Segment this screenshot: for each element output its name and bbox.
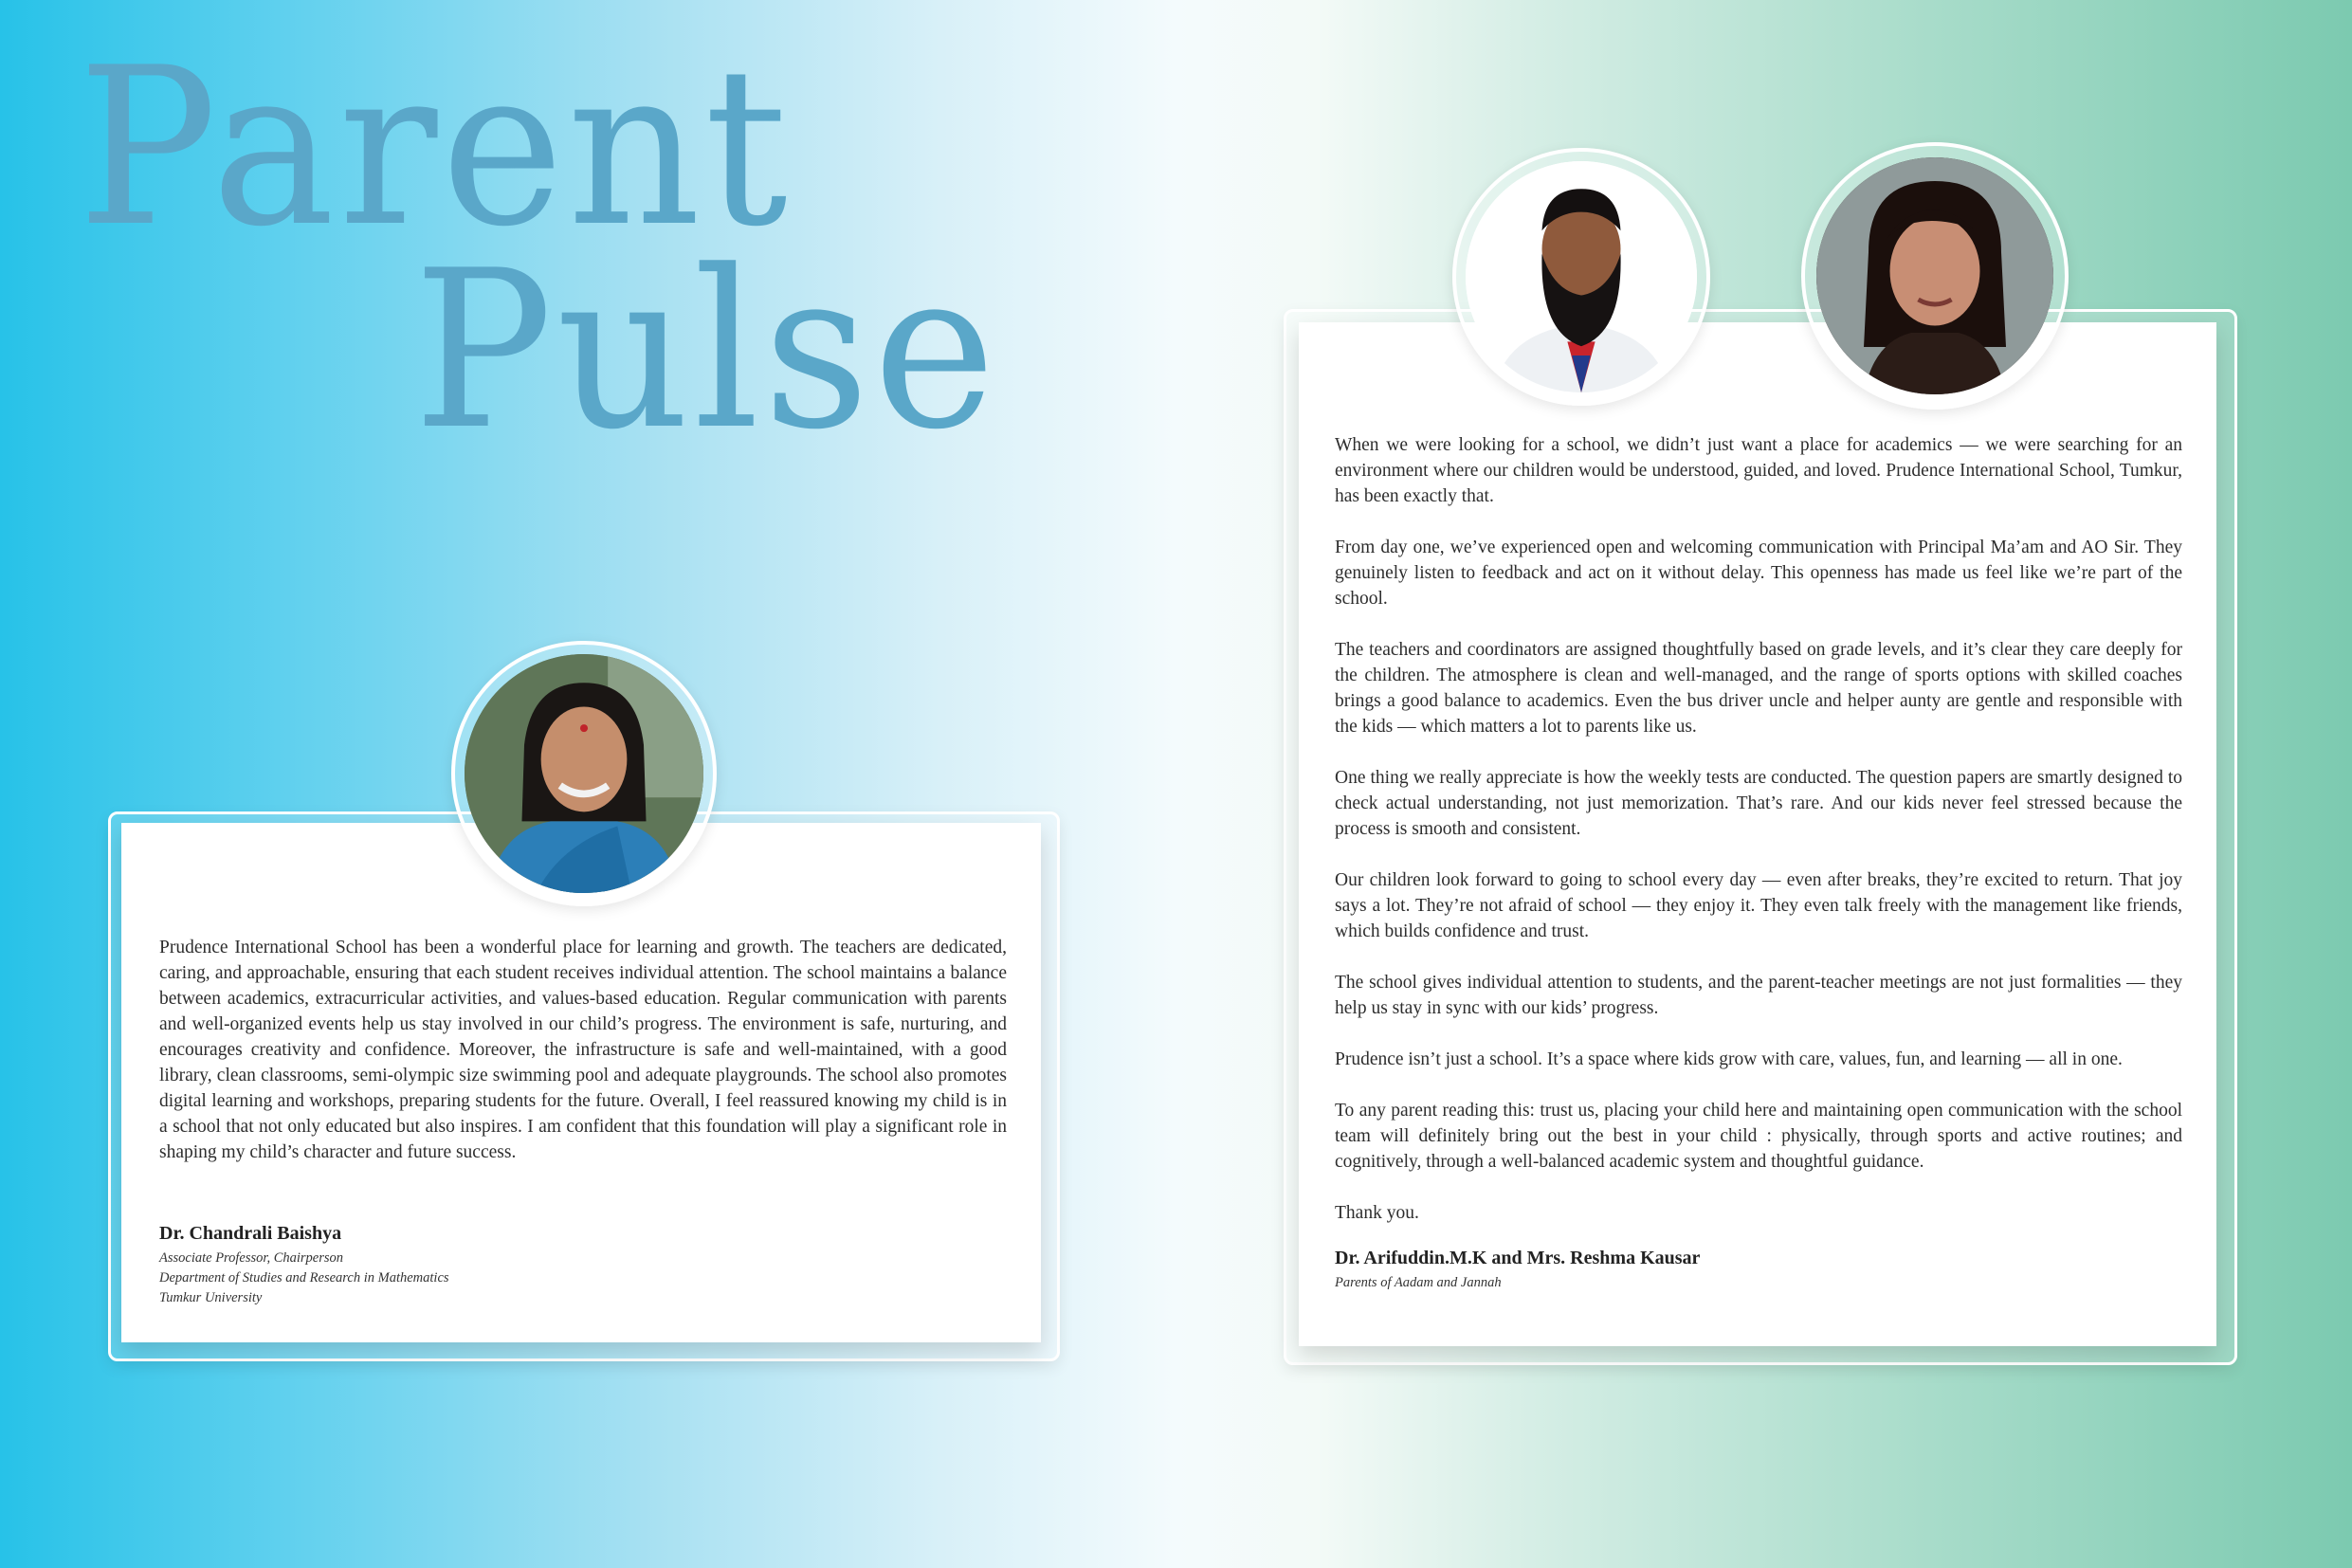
left-signature-role-3: Tumkur University [159, 1290, 263, 1305]
parent-photo-reshma [1816, 157, 2053, 394]
right-paragraph: From day one, we’ve experienced open and welcoming communication with Principal Ma’am and AO Sir. They genuinely listen to feedback and act on it without delay. This openness has made us feel like we’re part of the school. [1335, 538, 2182, 609]
right-paragraph: Prudence isn’t just a school. It’s a space where kids grow with care, values, fun, and learning — all in one. [1335, 1049, 2123, 1069]
right-testimonial-text [1335, 432, 2182, 1251]
right-signature-name: Dr. Arifuddin.M.K and Mrs. Reshma Kausar [1335, 1248, 1701, 1268]
left-signature-name: Dr. Chandrali Baishya [159, 1223, 342, 1244]
right-paragraph: The teachers and coordinators are assigned thoughtfully based on grade levels, and it’s clear they care deeply for the children. The atmosphere is clean and well-managed, and the range of sports options with skilled coaches brings a good balance to academics. Even the bus driver uncle and helper aunty are gentle and responsible with the kids — which matters a lot to parents like us. [1335, 640, 2182, 737]
left-signature [159, 1223, 449, 1308]
left-signature-role-2: Department of Studies and Research in Mathematics [159, 1270, 449, 1285]
title-parent: Parent [78, 22, 792, 275]
left-signature-role-1: Associate Professor, Chairperson [159, 1250, 344, 1266]
right-paragraph: Our children look forward to going to school every day — even after breaks, they’re excited to return. That joy says a lot. They’re not afraid of school — they enjoy it. They even talk freely with the management like friends, which builds confidence and trust. [1335, 870, 2182, 941]
right-paragraph: The school gives individual attention to students, and the parent-teacher meetings are not just formalities — they help us stay in sync with our kids’ progress. [1335, 973, 2182, 1018]
left-testimonial-text: Prudence International School has been a wonderful place for learning and growth. The teachers are dedicated, caring, and approachable, ensuring that each student receives individual attention. The school maintains a balance between academics, extracurricular activities, and values-based education. Regular communication with parents and well-organized events help us stay involved in our child’s progress. The environment is safe, nurturing, and encourages creativity and confidence. Moreover, the infrastructure is safe and well-maintained, with a good library, clean classrooms, semi-olympic size swimming pool and adequate playgrounds. The school also promotes digital learning and workshops, preparing students for the future. Overall, I feel reassured knowing my child is in a school that not only educated but also inspires. I am confident that this foundation will play a significant role in shaping my child’s character and future success. [159, 938, 1007, 1162]
right-signature [1335, 1248, 1700, 1293]
right-paragraph: One thing we really appreciate is how the weekly tests are conducted. The question papers are smartly designed to check actual understanding, not just memorization. That’s rare. And our kids never feel stressed because the process is smooth and consistent. [1335, 768, 2182, 839]
parent-photo-arifuddin [1466, 161, 1697, 392]
right-paragraph: When we were looking for a school, we didn’t just want a place for academics — we were searching for an environment where our children would be understood, guided, and loved. Prudence International School, Tumkur, has been exactly that. [1335, 435, 2182, 506]
parent-photo-chandrali [465, 654, 703, 893]
right-signature-role: Parents of Aadam and Jannah [1335, 1275, 1502, 1290]
right-paragraph: To any parent reading this: trust us, placing your child here and maintaining open communication with the school team will definitely bring out the best in your child : physically, through sports and active routines; and cognitively, through a well-balanced academic system and thoughtful guidance. [1335, 1101, 2182, 1172]
title-pulse: Pulse [413, 225, 1000, 478]
right-paragraph-thanks: Thank you. [1335, 1203, 1419, 1223]
